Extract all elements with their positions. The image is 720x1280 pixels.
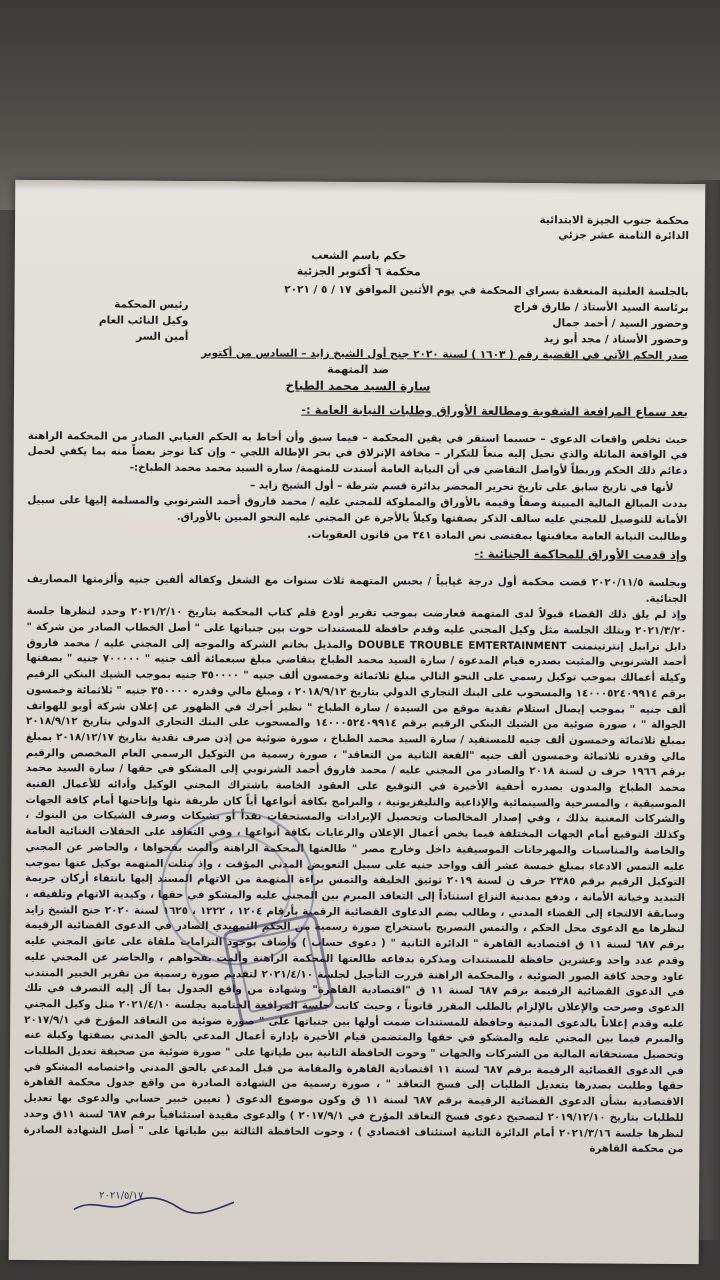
facts-paragraph: حيث تخلص واقعات الدعوى – حسبما استقر في يقين المحكمة – فيما سبق وأن أحاط به الحكم الغيابي الصادر من المحكمة الراهنة في الواقعة الماثلة والذي نحيل إليه منعاً للتكرار – مخافة الإنزلاق في بحر الإطالة اللجي – وإن كنا نوجز بعضاً منه بما يكفي لحمل دعائم ذلك الحكم وربطاً لأواصل التقاضي في أن النيابة العامة أسندت للمتهمة/ سارة السيد محمد محمد الطباخ:- (27, 429, 688, 477)
court-session-name: محكمة ٦ أكتوبر الجزئية (296, 264, 421, 279)
circuit-name: الدائرة الثامنة عشر جزئي (558, 229, 690, 243)
court-header (29, 210, 689, 244)
attended-title: وكيل النائب العام (98, 314, 189, 327)
charge-embezzlement: بددت المبالغ المالية المبينة وصفاً وقيمة بالأوراق والمملوكة للمجني عليه / محمد فاروق أحمد الشرنوبي والمسلمة إليها على سبيل الأمانة للتوصيل للمجني عليه سالف الذكر بصفتها وكيلاً بالأجرة عن المجني عليه النحو المبين بالأوراق. (27, 494, 688, 527)
first-instance-ruling: وبجلسة ٢٠٢٠/١١/٥ قضت محكمة أول درجة غيابياً / بحبس المتهمة ثلاث سنوات مع الشغل وكفالة ألفين جنيه وألزمتها المصاريف الجنائية. (26, 572, 687, 605)
judgment-title: حكم باسم الشعب (311, 248, 407, 263)
official-square-stamp-inner (235, 926, 322, 1013)
against-label: ضد المتهمة (327, 362, 390, 377)
charge-location: لأنها في تاريخ سابق على تاريخ تحرير المحضر بدائرة قسم شرطة – أول الشيخ زايد – (249, 478, 674, 494)
session-line: بالجلسة العلنية المنعقدة بسراي المحكمة في يوم الأثنين الموافق ١٧ / ٥ / ٢٠٢١ (284, 283, 689, 299)
handwritten-date: ٢٠٢١/٥/١٧ (99, 1190, 144, 1202)
opposition-paragraph: وإذ لم يلق ذلك القضاء قبولاً لدى المتهمة فعارضت بموجب تقرير أودع قلم كتاب المحكمة بتاريخ ٢٠٢١/٢/١٠ وحدد لنظرها جلسة ٢٠٢١/٣/٢٠ وبتلك الجلسة مثل وكيل المجني عليه وقدم حافظة للمستندات حوت بين جنباتها على " أصل الخطاب الصادر من شركة " دابل ترابيل إنترتينمنت DOUBLE TROUBLE EMTERTAINMENT والمذيل بخاتم الشركة والموجه إلى المجني عليه / محمد فاروق أحمد الشرنوبي والمثبت بصدره قيام المدعوة / سارة السيد محمد الطباخ بتقاضي مبلغ سبعمائة ألف جنيه " ٧٠٠٠٠٠ جنيه " بصفتها وكيلة أعمالك بموجب توكيل رسمي على النحو التالي مبلغ ثلاثمائة وخمسون ألف جنيه " ٣٥٠٠٠٠ جنيه بموجب الشيك البنكي الرقيم برقم ١٤٠٠٠٥٢٤٠٩٩١٤ والمسحوب على البنك التجاري الدولي بتاريخ ٢٠١٨/٩/١٢ ، ومبلغ مالي وقدره ٣٥٠٠٠٠ جنيه " ثلاثمائة وخمسون ألف جنيه " بموجب إيصال استلام نقدية موقع من السيدة / سارة الطباخ " نظير أجرك في الظهور عن إعلان شركة أوبو للهواتف الجوالة " ، صورة ضوئية من الشيك البنكي الرقيم برقم ١٤٠٠٠٥٢٤٠٩٩١٤ والمسحوب على البنك التجاري الدولي بتاريخ ٢٠١٨/٩/١٢ بمبلغ ثلاثمائة وخمسون ألف جنيه للمستفيد / سارة السيد محمد الطباخ ، صورة ضوئية من إذن صرف نقدية بتاريخ ٢٠١٨/١٢/١٧ بمبلغ مالي وقدره ثلاثمائة وخمسون ألف جنيه "الفعة الثانية من التعاقد" ، صورة رسمية من التوكيل الرسمي العام المخصص والرقيم برقم ١٩٦٦ حرف ن لسنة ٢٠١٨ والصادر من المجني عليه / محمد فاروق أحمد الشرنوبي إلى المشكو في حقها / سارة السيد محمد محمد الطباخ والمدون بصدره أحقية الأخيرة في التوقيع على العقود الخاصة باشتراك المجني الوكيل وأدائه للأعمال الفنية الموسيقية ، والمسرحية والسينمائية والإذاعية والتليفزيونية ، والبرامج بكافة أنواعها أياً كان طريقة بثها وإتاحتها أمام كافة الجهات والشركات المعنية بذلك ، وفي إصدار المخالصات وتحصيل الإيرادات والمستحقات نقداً أو بشيكات وصرف الشيكات من البنوك ، وكذلك التوقيع أمام الجهات المختلفة فيما يخص أعمال الإعلان والرعايات بكافة أنواعها ، وفي التعاقد على الحفلات الغنائية العامة والخاصة والمناسبات والمهرجانات الموسيقية داخل وخارج مصر " طالعتها المحكمة الراهنة وألمت بفحواها ، والحاضر عن المجني عليه التمس الادعاء بمبلغ خمسة عشر ألف وواحد جنيه على سبيل التعويض المدني المؤقت ، وإذ مثلت المتهمة بوكيل عنها بموجب التوكيل الرقيم برقم ٢٣٨٥ حرف ن لسنة ٢٠١٩ توثيق الخليفة والتمس براءة المتهمة من الاتهام المسند إليها بانتفاء أركان جريمة التبديد وخيانة الأمانة ، ودفع بمدنية النزاع استناداً إلى التعاقد المبرم بين المجني عليه والمشكو في حقها ، وكيدية الاتهام وتلفيقه ، وسابقة الالتجاء إلى القضاء المدني ، وطالب بضم الدعاوى القضائية الرقمية بأرقام ١٢٠٤ ، ١٢٢٢ ، ١٦٢٥ لسنة ٢٠٢٠ جنح الشيخ زايد لنظرها مع الدعوى محل الحكم ، والتمس التصريح باستخراج صورة رسمية من الحكم التمهيدي الصادر في الدعوى القضائية الرقيمة برقم ٦٨٧ لسنة ١١ ق اقتصادية القاهرة " الدائرة الثانية " ( دعوى حساب ) وأضاف بوجود التزامات ملقاة على عاتق المجني عليه وقدم عدد واحد وعشرين حافظة للمستندات ومذكرة بدفاعه طالعتها المحكمة الراهنة وألمت بفحواهم ، والحاضر عن المجني عليه عاود وجحد كافة الصور الضوئية ، والمحكمة الراهنة قررت التأجيل لجلسة ٢٠٢١/٤/١٠ لتقديم صورة رسمية من تقرير الخبير المنتدب في الدعوى القضائية الرقيمة برقم ٦٨٧ لسنة ١١ ق "اقتصادية القاهرة" وشهادة من واقع الجدول بما آل إليه التصرف في تلك الدعوى وصرحت والإعلان بالإلزام بالطلب المقرر قانوناً ، وحيث كانت جلسة المرافعة الختامية بجلسة ٢٠٢١/٤/١٠ مثل وكيل المجني عليه وقدم إعلاناً بالدعوى المدنية وحافظة للمستندات ضمت أولها بين جنباتها على " صورة ضوئية من التعاقد المؤرخ في ٢٠١٧/٩/١ والمبرم فيما بين المجني عليه والمشكو في حقها والمتضمن قيام الأخيرة بإدارة أعمال المدعي بالحق المدني بصفتها وكيلة عنه وتحصيل مستحقاته المالية من الشركات والجهات " وحوت الحافظة الثانية بين طياتها على " صورة ضوئية من صحيفة تعديل الطلبات في الدعوى القضائية الرقيمة برقم ٦٨٧ لسنة ١١ اقتصادية القاهرة والمقامة من قبل المدعي بالحق المدني واختصامه المشكو في حقها وطلبت بصدرها بتعديل الطلبات إلى فسخ التعاقد " ، صورة رسمية من الشهادة الصادرة من واقع جدول محكمة القاهرة الاقتصادية بشأن الدعوى القضائية الرقيمة برقم ٦٨٧ لسنة ١١ ق وكون موضوع الدعوى ( تعيين خبير حسابي والدعوى بها تعديل للطلبات بتاريخ ٢٠١٩/١٢/١٠ لتصحيح دعوى فسخ التعاقد المؤرخ في ٢٠١٧/٩/١ ) والدعوى مقيدة استئنافياً برقم ٦٨٧ لسنة ١١ق وحدد لنظرها جلسة ٢٠٢١/٣/١٦ أمام الدائرة الثانية استئناف اقتصادي ) ، وحوت الحافظة الثالثة بين طياتها على " أصل الشهادة الصادرة من محكمة القاهرة (23, 605, 687, 1156)
case-line: صدر الحكم الآتي في القضية رقم ( ١٦٠٣ ) لسنة ٢٠٢٠ جنح أول الشيخ زايد – السادس من أكتوبر (201, 347, 689, 363)
court-judgment-page (9, 180, 706, 1264)
official-square-stamp (222, 913, 335, 1026)
defendant-name: سارة السيد محمد الطباخ (285, 378, 431, 394)
attended-by: وحضور السيد / أحمد جمال (552, 317, 689, 331)
presided-title: رئيس المحكمة (114, 298, 189, 311)
judge-signature (69, 1195, 239, 1216)
clerk-title: أمين السر (136, 330, 189, 343)
clerk-line: وحضور الأستاذ / مجد أبو زيد (543, 333, 689, 347)
trial-heading: وإذ قدمت الأوراق للمحاكمة الجنائية :- (474, 547, 688, 563)
session-block (28, 280, 688, 364)
presided-by: برئاسة السيد الأستاذ / طارق فراج (513, 300, 689, 315)
photo-background-top (0, 0, 720, 210)
document-body (23, 210, 689, 1158)
prosecution-request: وطالبت النيابة العامة معاقبتها بمقتضى نص المادة ٣٤١ من قانون العقوبات. (307, 528, 688, 543)
intro-heading: بعد سماع المرافعة الشفوية ومطالعة الأوراق وطلبات النيابة العامة :- (301, 402, 688, 420)
court-name: محكمة جنوب الجيزة الابتدائية (539, 214, 690, 228)
